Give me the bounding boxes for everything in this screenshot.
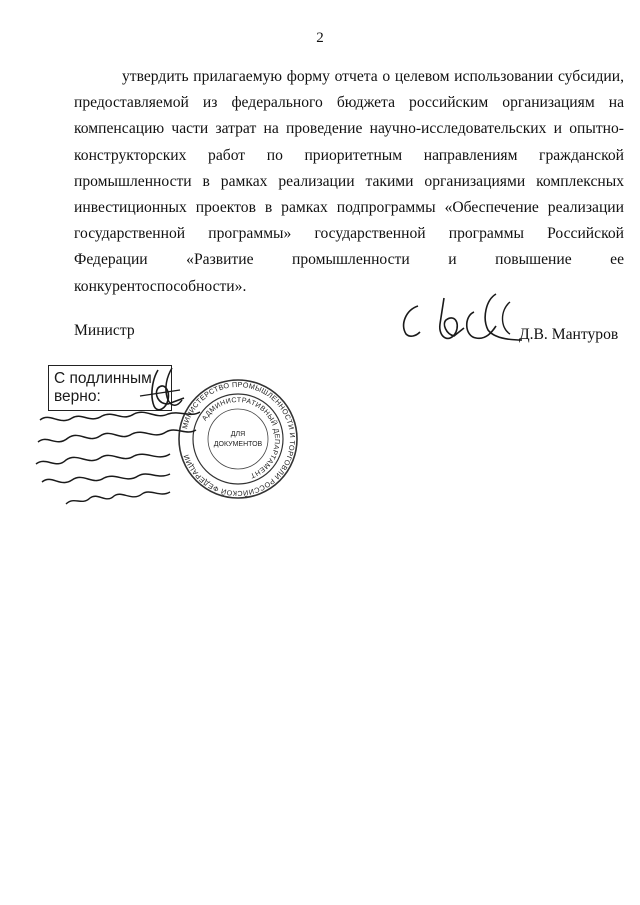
stamp-inner-text: АДМИНИСТРАТИВНЫЙ ДЕПАРТАМЕНТ [201, 396, 281, 479]
page-number: 2 [316, 30, 324, 46]
stamp-outer-text: МИНИСТЕРСТВО ПРОМЫШЛЕННОСТИ И ТОРГОВЛИ РОССИЙСКОЙ ФЕДЕРАЦИИ [180, 379, 298, 499]
stamp-center-line-1: ДЛЯ [230, 431, 246, 438]
certification-line-1: С подлинным [54, 370, 152, 387]
minister-name: Д.В. Мантуров [519, 326, 619, 343]
minister-signature [392, 284, 532, 356]
minister-title: Министр [74, 322, 135, 339]
body-paragraph: утвердить прилагаемую форму отчета о целевом использовании субсидии, предоставляемой из федерального бюджета российским организациям на компенсацию части затрат на проведение научно-исследовательских и опытно-конструкторских работ по приоритетным направлениям гражданской промышленности в рамках реализации такими организациями комплексных инвестиционных проектов в рамках подпрограммы «Обеспечение реализации государственной программы» государственной программы Российской Федерации «Развитие промышленности и повышение ее конкурентоспособности». [74, 68, 624, 295]
handwritten-note [30, 408, 220, 508]
stamp-center-line-2: ДОКУМЕНТОВ [213, 441, 263, 448]
certification-line-2: верно: [54, 388, 101, 405]
